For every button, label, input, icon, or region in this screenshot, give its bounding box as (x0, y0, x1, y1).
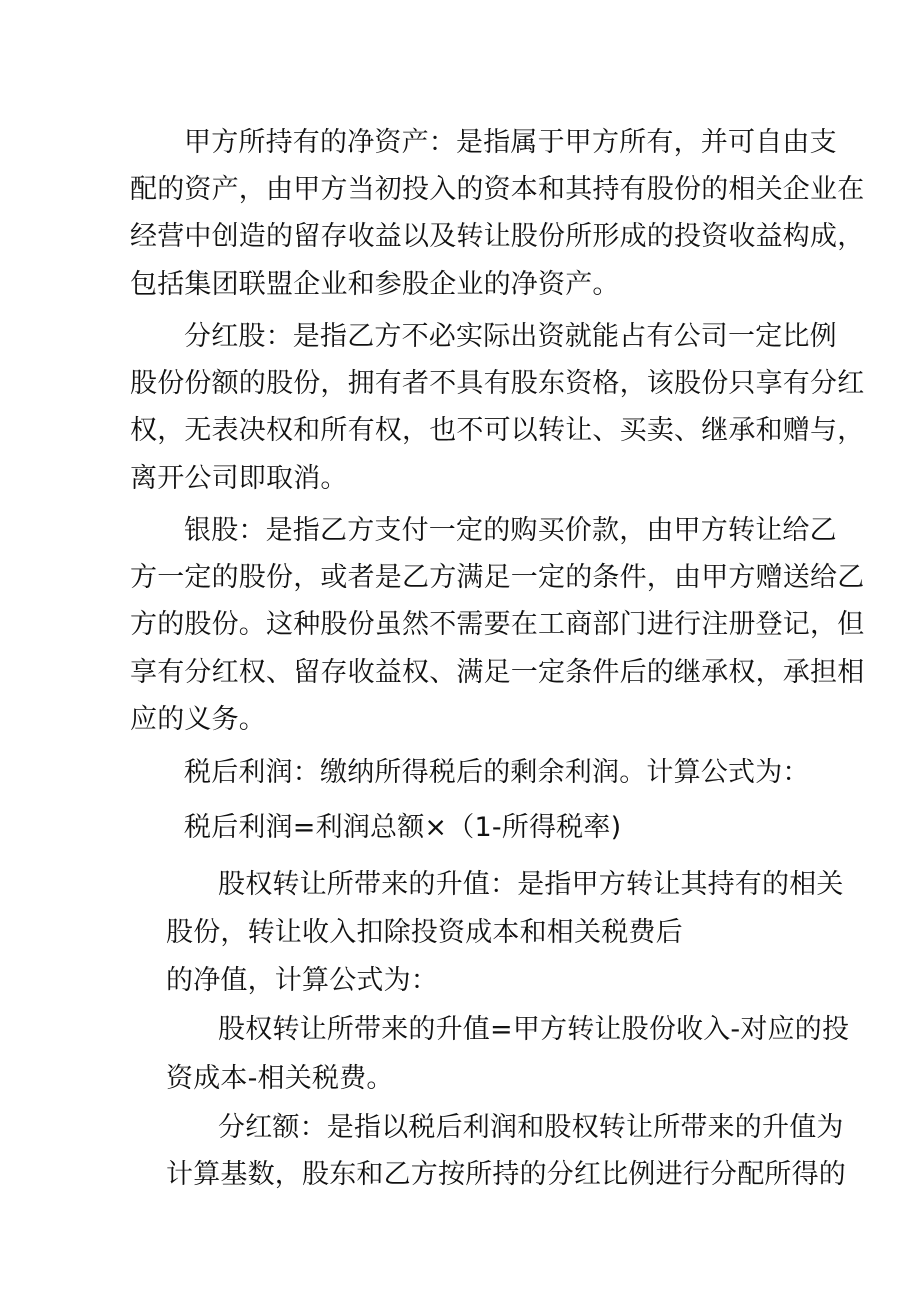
text-line: 配的资产，由甲方当初投入的资本和其持有股份的相关企业在 (130, 174, 865, 205)
text-line: 股权转让所带来的升值：是指甲方转让其持有的相关 (218, 869, 844, 900)
text-line: 计算基数，股东和乙方按所持的分红比例进行分配所得的 (166, 1159, 846, 1190)
text-line: 经营中创造的留存收益以及转让股份所形成的投资收益构成， (130, 221, 865, 252)
formula-line: 资成本-相关税费。 (166, 1063, 394, 1094)
text-line: 方的股份。这种股份虽然不需要在工商部门进行注册登记，但 (130, 609, 865, 640)
text-line: 享有分红权、留存收益权、满足一定条件后的继承权，承担相 (130, 657, 865, 688)
text-line: 银股：是指乙方支付一定的购买价款，由甲方转让给乙 (184, 515, 837, 546)
text-line: 权，无表决权和所有权，也不可以转让、买卖、继承和赠与， (130, 415, 865, 446)
text-line: 股份份额的股份，拥有者不具有股东资格，该股份只享有分红 (130, 368, 865, 399)
text-line: 分红额：是指以税后利润和股权转让所带来的升值为 (218, 1112, 844, 1143)
text-line: 离开公司即取消。 (130, 463, 348, 494)
text-line: 包括集团联盟企业和参股企业的净资产。 (130, 269, 620, 300)
text-line: 应的义务。 (130, 704, 266, 735)
text-line: 股份，转让收入扣除投资成本和相关税费后 (166, 917, 683, 948)
text-line: 的净值，计算公式为： (166, 965, 438, 996)
formula-line: 税后利润=利润总额×（1-所得税率) (184, 812, 622, 843)
formula-line: 股权转让所带来的升值=甲方转让股份收入-对应的投 (218, 1014, 850, 1045)
text-line: 甲方所持有的净资产：是指属于甲方所有，并可自由支 (184, 127, 837, 158)
text-line: 方一定的股份，或者是乙方满足一定的条件，由甲方赠送给乙 (130, 562, 865, 593)
text-line: 税后利润：缴纳所得税后的剩余利润。计算公式为： (184, 757, 810, 788)
text-line: 分红股：是指乙方不必实际出资就能占有公司一定比例 (184, 321, 837, 352)
